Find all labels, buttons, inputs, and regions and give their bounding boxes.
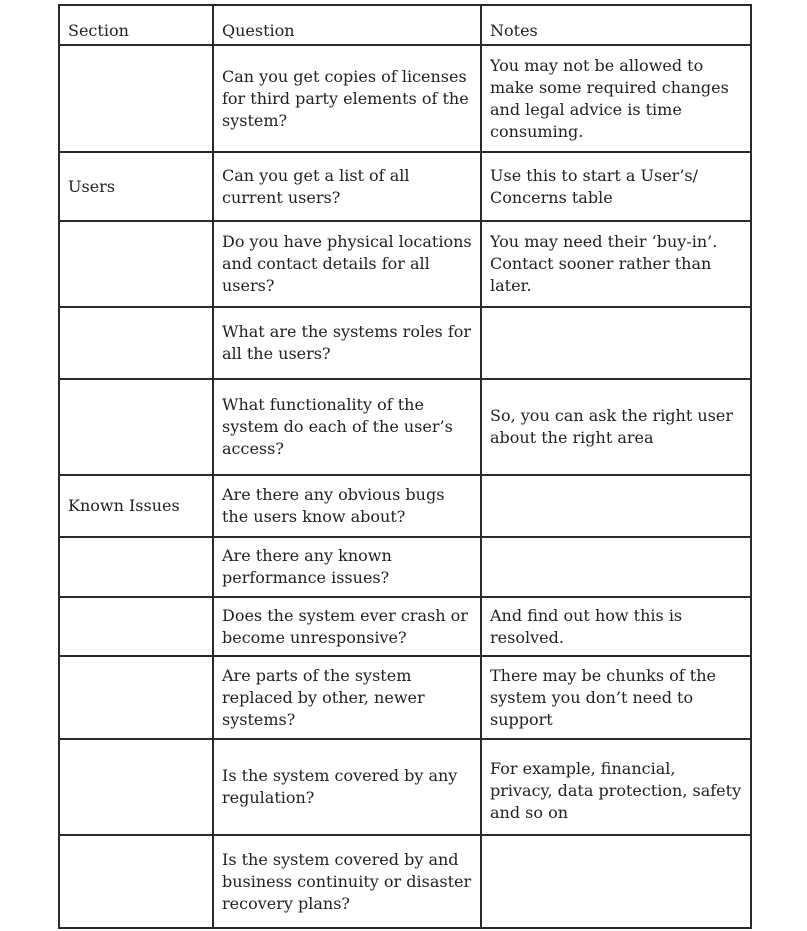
- question-cell: What are the systems roles for all the users?: [213, 307, 481, 379]
- question-cell: Is the system covered by and business continuity or disaster recovery plans?: [213, 835, 481, 928]
- notes-cell: There may be chunks of the system you don’t need to support: [481, 656, 751, 739]
- section-cell: Users: [59, 152, 213, 221]
- question-cell: Do you have physical locations and contact details for all users?: [213, 221, 481, 307]
- table-row: [59, 379, 751, 475]
- notes-cell: [481, 835, 751, 928]
- header-section: Section: [59, 5, 213, 45]
- notes-cell: [481, 475, 751, 537]
- questions-table: [58, 4, 752, 929]
- table-row: [59, 835, 751, 928]
- table-row: [59, 739, 751, 835]
- table-row: [59, 656, 751, 739]
- question-cell: Are parts of the system replaced by other, newer systems?: [213, 656, 481, 739]
- section-cell: Known Issues: [59, 475, 213, 537]
- notes-cell: You may need their ‘buy-in’. Contact sooner rather than later.: [481, 221, 751, 307]
- notes-cell: Use this to start a User’s/ Concerns table: [481, 152, 751, 221]
- table-row: [59, 221, 751, 307]
- question-cell: Is the system covered by any regulation?: [213, 739, 481, 835]
- table-row: [59, 597, 751, 656]
- section-cell: [59, 835, 213, 928]
- section-cell: [59, 307, 213, 379]
- notes-cell: For example, financial, privacy, data protection, safety and so on: [481, 739, 751, 835]
- section-cell: [59, 379, 213, 475]
- section-cell: [59, 221, 213, 307]
- header-row: [59, 5, 751, 45]
- question-cell: Can you get copies of licenses for third party elements of the system?: [213, 45, 481, 152]
- question-cell: Are there any obvious bugs the users know about?: [213, 475, 481, 537]
- question-cell: What functionality of the system do each of the user’s access?: [213, 379, 481, 475]
- table-row: [59, 45, 751, 152]
- header-question: Question: [213, 5, 481, 45]
- section-cell: [59, 739, 213, 835]
- table-row: [59, 537, 751, 597]
- notes-cell: [481, 307, 751, 379]
- notes-cell: [481, 537, 751, 597]
- notes-cell: So, you can ask the right user about the right area: [481, 379, 751, 475]
- notes-cell: And find out how this is resolved.: [481, 597, 751, 656]
- section-cell: [59, 45, 213, 152]
- section-cell: [59, 597, 213, 656]
- notes-cell: You may not be allowed to make some required changes and legal advice is time consuming.: [481, 45, 751, 152]
- question-cell: Are there any known performance issues?: [213, 537, 481, 597]
- table-row: [59, 307, 751, 379]
- question-cell: Can you get a list of all current users?: [213, 152, 481, 221]
- table-row: [59, 152, 751, 221]
- header-notes: Notes: [481, 5, 751, 45]
- table-row: [59, 475, 751, 537]
- section-cell: [59, 537, 213, 597]
- question-cell: Does the system ever crash or become unresponsive?: [213, 597, 481, 656]
- section-cell: [59, 656, 213, 739]
